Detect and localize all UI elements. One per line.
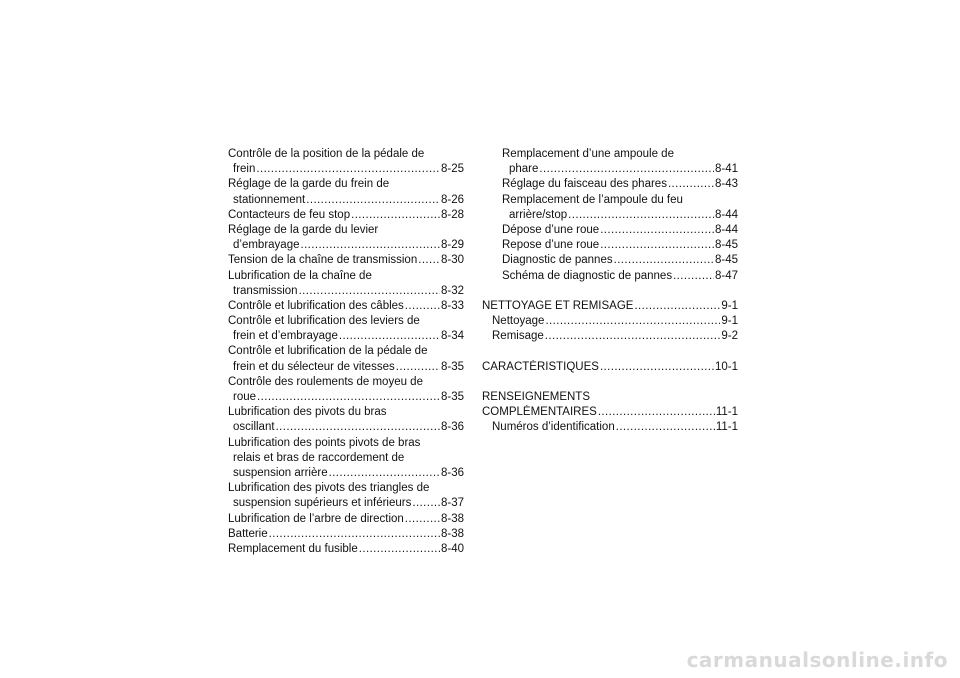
toc-entry: [228, 177, 464, 192]
dot-leader: [418, 253, 440, 268]
dot-leader: [257, 390, 440, 405]
dot-leader: [600, 238, 714, 253]
dot-leader: [600, 223, 714, 238]
toc-entry-title: frein: [233, 163, 256, 176]
toc-entry: [228, 466, 464, 481]
toc-entry: [482, 360, 738, 375]
dot-leader: [405, 512, 440, 527]
toc-entry-title: relais et bras de raccordement de: [233, 451, 405, 464]
dot-leader: [545, 314, 720, 329]
dot-leader: [545, 329, 721, 344]
toc-page-number: 11-1: [715, 421, 738, 434]
toc-entry: [228, 299, 464, 314]
toc-entry: [482, 208, 738, 223]
toc-entry-title: Diagnostic de pannes: [502, 254, 613, 267]
toc-page-number: 8-29: [440, 239, 464, 252]
toc-page-number: 8-36: [440, 421, 464, 434]
toc-page-number: 8-35: [440, 391, 464, 403]
toc-entry-title: Contrôle et lubrification de la pédale de: [228, 345, 428, 358]
toc-entry: [228, 436, 464, 451]
dot-leader: [412, 496, 440, 511]
toc-entry-title: stationnement: [233, 193, 306, 206]
toc-entry-title: phare: [509, 163, 539, 176]
toc-entry-title: NETTOYAGE ET REMISAGE: [482, 299, 634, 312]
toc-page-number: 11-1: [715, 406, 738, 419]
toc-spacer: [482, 284, 738, 299]
toc-entry-title: Remplacement d’une ampoule de: [502, 148, 674, 160]
dot-leader: [276, 420, 440, 435]
toc-page-number: 8-38: [440, 512, 464, 525]
toc-entry-title: Remplacement du fusible: [228, 542, 358, 555]
toc-page-number: 8-45: [714, 239, 738, 252]
toc-entry: [228, 496, 464, 511]
dot-leader: [568, 208, 714, 223]
toc-entry-title: suspension supérieurs et inférieurs: [233, 497, 412, 510]
dot-leader: [634, 299, 720, 314]
toc-entry-title: COMPLÉMENTAIRES: [482, 406, 597, 419]
toc-entry-title: Contrôle des roulements de moyeu de: [228, 375, 423, 388]
toc-page-number: 9-1: [721, 299, 738, 312]
toc-page-number: 8-44: [714, 208, 738, 221]
toc-entry: [482, 405, 738, 420]
toc-entry-title: Tension de la chaîne de transmission: [228, 254, 418, 267]
toc-page-number: 8-26: [440, 193, 464, 206]
toc-spacer: [482, 375, 738, 390]
toc-entry-title: Lubrification des pivots des triangles de: [228, 482, 430, 495]
toc-entry-title: Contrôle et lubrification des câbles: [228, 299, 404, 312]
toc-entry: [228, 405, 464, 420]
toc-entry-title: Contacteurs de feu stop: [228, 208, 351, 221]
toc-page-number: 8-38: [440, 527, 464, 540]
dot-leader: [359, 542, 440, 557]
dot-leader: [300, 238, 439, 253]
toc-entry-title: roue: [233, 391, 257, 403]
toc-entry: [482, 193, 738, 208]
toc-entry-title: RENSEIGNEMENTS: [482, 391, 590, 403]
toc-entry-title: Lubrification des pivots du bras: [228, 406, 387, 419]
toc-entry: [228, 253, 464, 268]
dot-leader: [673, 269, 714, 284]
toc-entry: [228, 542, 464, 557]
toc-entry-title: transmission: [233, 284, 298, 297]
toc-entry-title: Batterie: [228, 527, 268, 540]
toc-page-number: 8-37: [440, 497, 464, 510]
toc-entry-title: Numéros d’identification: [492, 421, 615, 434]
toc-entry: [228, 223, 464, 238]
toc-entry-title: oscillant: [233, 421, 275, 434]
toc-page-number: 8-36: [440, 466, 464, 479]
watermark-text: carmanualsonline.info: [686, 648, 948, 672]
toc-entry: [482, 238, 738, 253]
toc-entry: [228, 238, 464, 253]
toc-entry: [482, 329, 738, 344]
toc-entry-title: Schéma de diagnostic de pannes: [502, 269, 673, 282]
toc-page-number: 8-30: [440, 254, 464, 267]
toc-entry: [482, 177, 738, 192]
toc-entry: [228, 284, 464, 299]
dot-leader: [299, 284, 440, 299]
toc-page-number: 8-33: [440, 299, 464, 312]
toc-entry: [482, 269, 738, 284]
toc-entry: [228, 360, 464, 375]
dot-leader: [598, 405, 715, 420]
toc-entry-title: Contrôle et lubrification des leviers de: [228, 315, 420, 328]
toc-page-number: 8-43: [714, 178, 738, 191]
toc-entry: [482, 162, 738, 177]
toc-page-number: 8-44: [714, 223, 738, 236]
toc-entry-title: Dépose d’une roue: [502, 223, 600, 236]
toc-right-column: [482, 147, 738, 436]
toc-entry: [228, 269, 464, 284]
toc-entry: [482, 390, 738, 405]
toc-entry-title: Réglage du faisceau des phares: [502, 178, 667, 191]
toc-entry-title: Lubrification de la chaîne de: [228, 269, 372, 282]
toc-entry: [228, 162, 464, 177]
toc-page-number: 8-40: [440, 542, 464, 555]
toc-entry-title: Lubrification des points pivots de bras: [228, 436, 421, 449]
dot-leader: [614, 253, 714, 268]
toc-entry: [228, 147, 464, 162]
toc-entry: [482, 147, 738, 162]
toc-page-number: 8-32: [440, 284, 464, 297]
toc-entry: [228, 420, 464, 435]
toc-entry-title: suspension arrière: [233, 466, 328, 479]
toc-entry: [228, 193, 464, 208]
toc-entry: [228, 314, 464, 329]
toc-left-column: [228, 147, 464, 557]
dot-leader: [616, 420, 715, 435]
toc-entry-title: Contrôle de la position de la pédale de: [228, 148, 425, 160]
toc-entry: [482, 299, 738, 314]
toc-entry-title: Nettoyage: [492, 315, 545, 328]
toc-entry: [228, 375, 464, 390]
toc-entry: [228, 512, 464, 527]
dot-leader: [269, 527, 440, 542]
dot-leader: [306, 193, 440, 208]
toc-entry: [482, 223, 738, 238]
toc-entry-title: frein et d’embrayage: [233, 330, 338, 343]
toc-page-number: 8-34: [440, 330, 464, 343]
toc-spacer: [482, 344, 738, 359]
toc-entry: [482, 253, 738, 268]
toc-entry-title: frein et du sélecteur de vitesses: [233, 360, 395, 373]
toc-page-number: 10-1: [714, 360, 738, 373]
toc-page-number: 8-35: [440, 360, 464, 373]
toc-entry-title: Réglage de la garde du levier: [228, 223, 379, 236]
toc-entry: [228, 208, 464, 223]
toc-entry-title: Remisage: [492, 330, 544, 343]
toc-page-number: 8-45: [714, 254, 738, 267]
toc-entry-title: d’embrayage: [233, 239, 300, 252]
toc-entry-title: Lubrification de l’arbre de direction: [228, 512, 404, 525]
toc-entry: [228, 390, 464, 405]
toc-entry-title: Réglage de la garde du frein de: [228, 178, 390, 191]
toc-page-number: 8-25: [440, 163, 464, 176]
dot-leader: [256, 162, 440, 177]
toc-page-number: 8-28: [440, 208, 464, 221]
toc-entry: [228, 527, 464, 542]
toc-page-number: 9-1: [721, 315, 738, 328]
toc-entry-title: CARACTÉRISTIQUES: [482, 360, 599, 373]
toc-entry: [482, 314, 738, 329]
toc-entry: [228, 481, 464, 496]
dot-leader: [396, 360, 440, 375]
toc-entry: [228, 344, 464, 359]
toc-entry: [228, 451, 464, 466]
toc-entry-title: Repose d’une roue: [502, 239, 600, 252]
dot-leader: [329, 466, 440, 481]
toc-entry-title: Remplacement de l’ampoule du feu: [502, 193, 683, 206]
toc-page-number: 8-47: [714, 269, 738, 282]
toc-entry: [228, 329, 464, 344]
toc-entry-title: arrière/stop: [509, 208, 568, 221]
dot-leader: [600, 360, 714, 375]
toc-entry: [482, 420, 738, 435]
dot-leader: [405, 299, 440, 314]
toc-page-number: 9-2: [721, 330, 738, 343]
toc-page-number: 8-41: [714, 163, 738, 176]
dot-leader: [539, 162, 714, 177]
dot-leader: [668, 177, 714, 192]
dot-leader: [351, 208, 440, 223]
dot-leader: [339, 329, 440, 344]
